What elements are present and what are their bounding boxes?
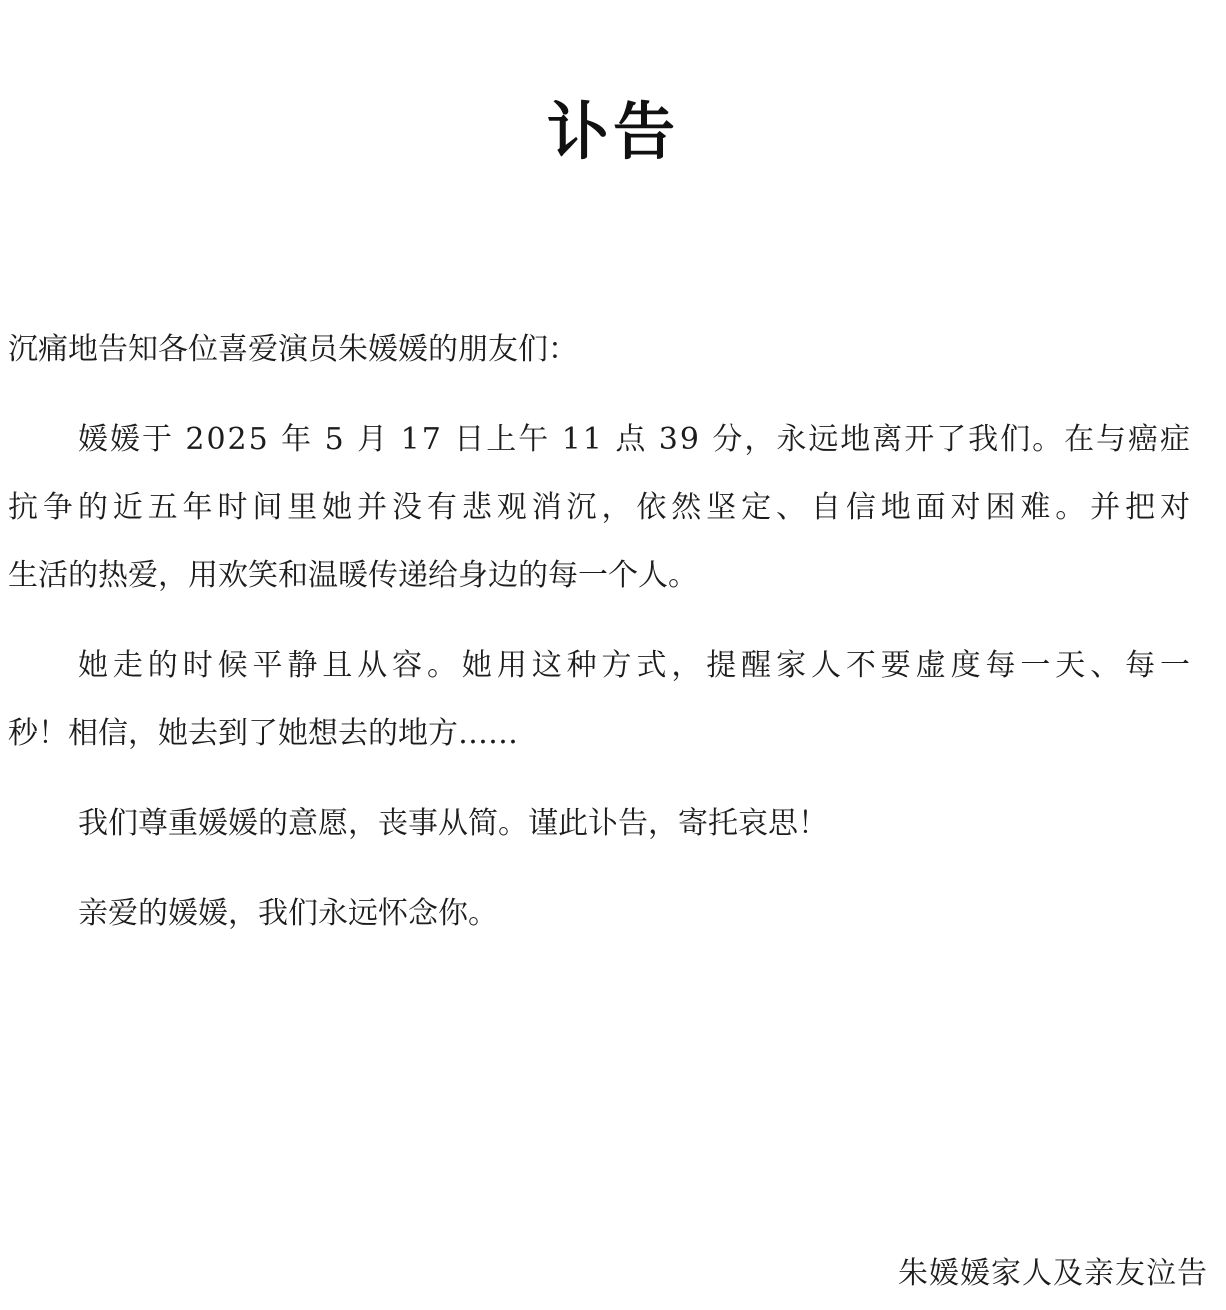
document-title: 讣告 xyxy=(546,95,679,168)
signature: 朱媛媛家人及亲友泣告 xyxy=(898,1256,1208,1291)
paragraph-2-line-2: 秒！相信，她去到了她想去的地方…… xyxy=(8,716,518,751)
paragraph-2-line-1: 她走的时候平静且从容。她用这种方式，提醒家人不要虚度每一天、每一 xyxy=(78,648,1195,683)
salutation: 沉痛地告知各位喜爱演员朱媛媛的朋友们： xyxy=(8,332,578,367)
paragraph-1-line-2: 抗争的近五年时间里她并没有悲观消沉，依然坚定、自信地面对困难。并把对 xyxy=(8,490,1195,525)
paragraph-1-line-1: 媛媛于 2025 年 5 月 17 日上午 11 点 39 分，永远地离开了我们。在与癌症 xyxy=(78,422,1192,457)
paragraph-1-line-3: 生活的热爱，用欢笑和温暖传递给身边的每一个人。 xyxy=(8,558,698,593)
paragraph-4-line-1: 亲爱的媛媛，我们永远怀念你。 xyxy=(78,896,498,931)
paragraph-3-line-1: 我们尊重媛媛的意愿，丧事从简。谨此讣告，寄托哀思！ xyxy=(78,806,828,841)
